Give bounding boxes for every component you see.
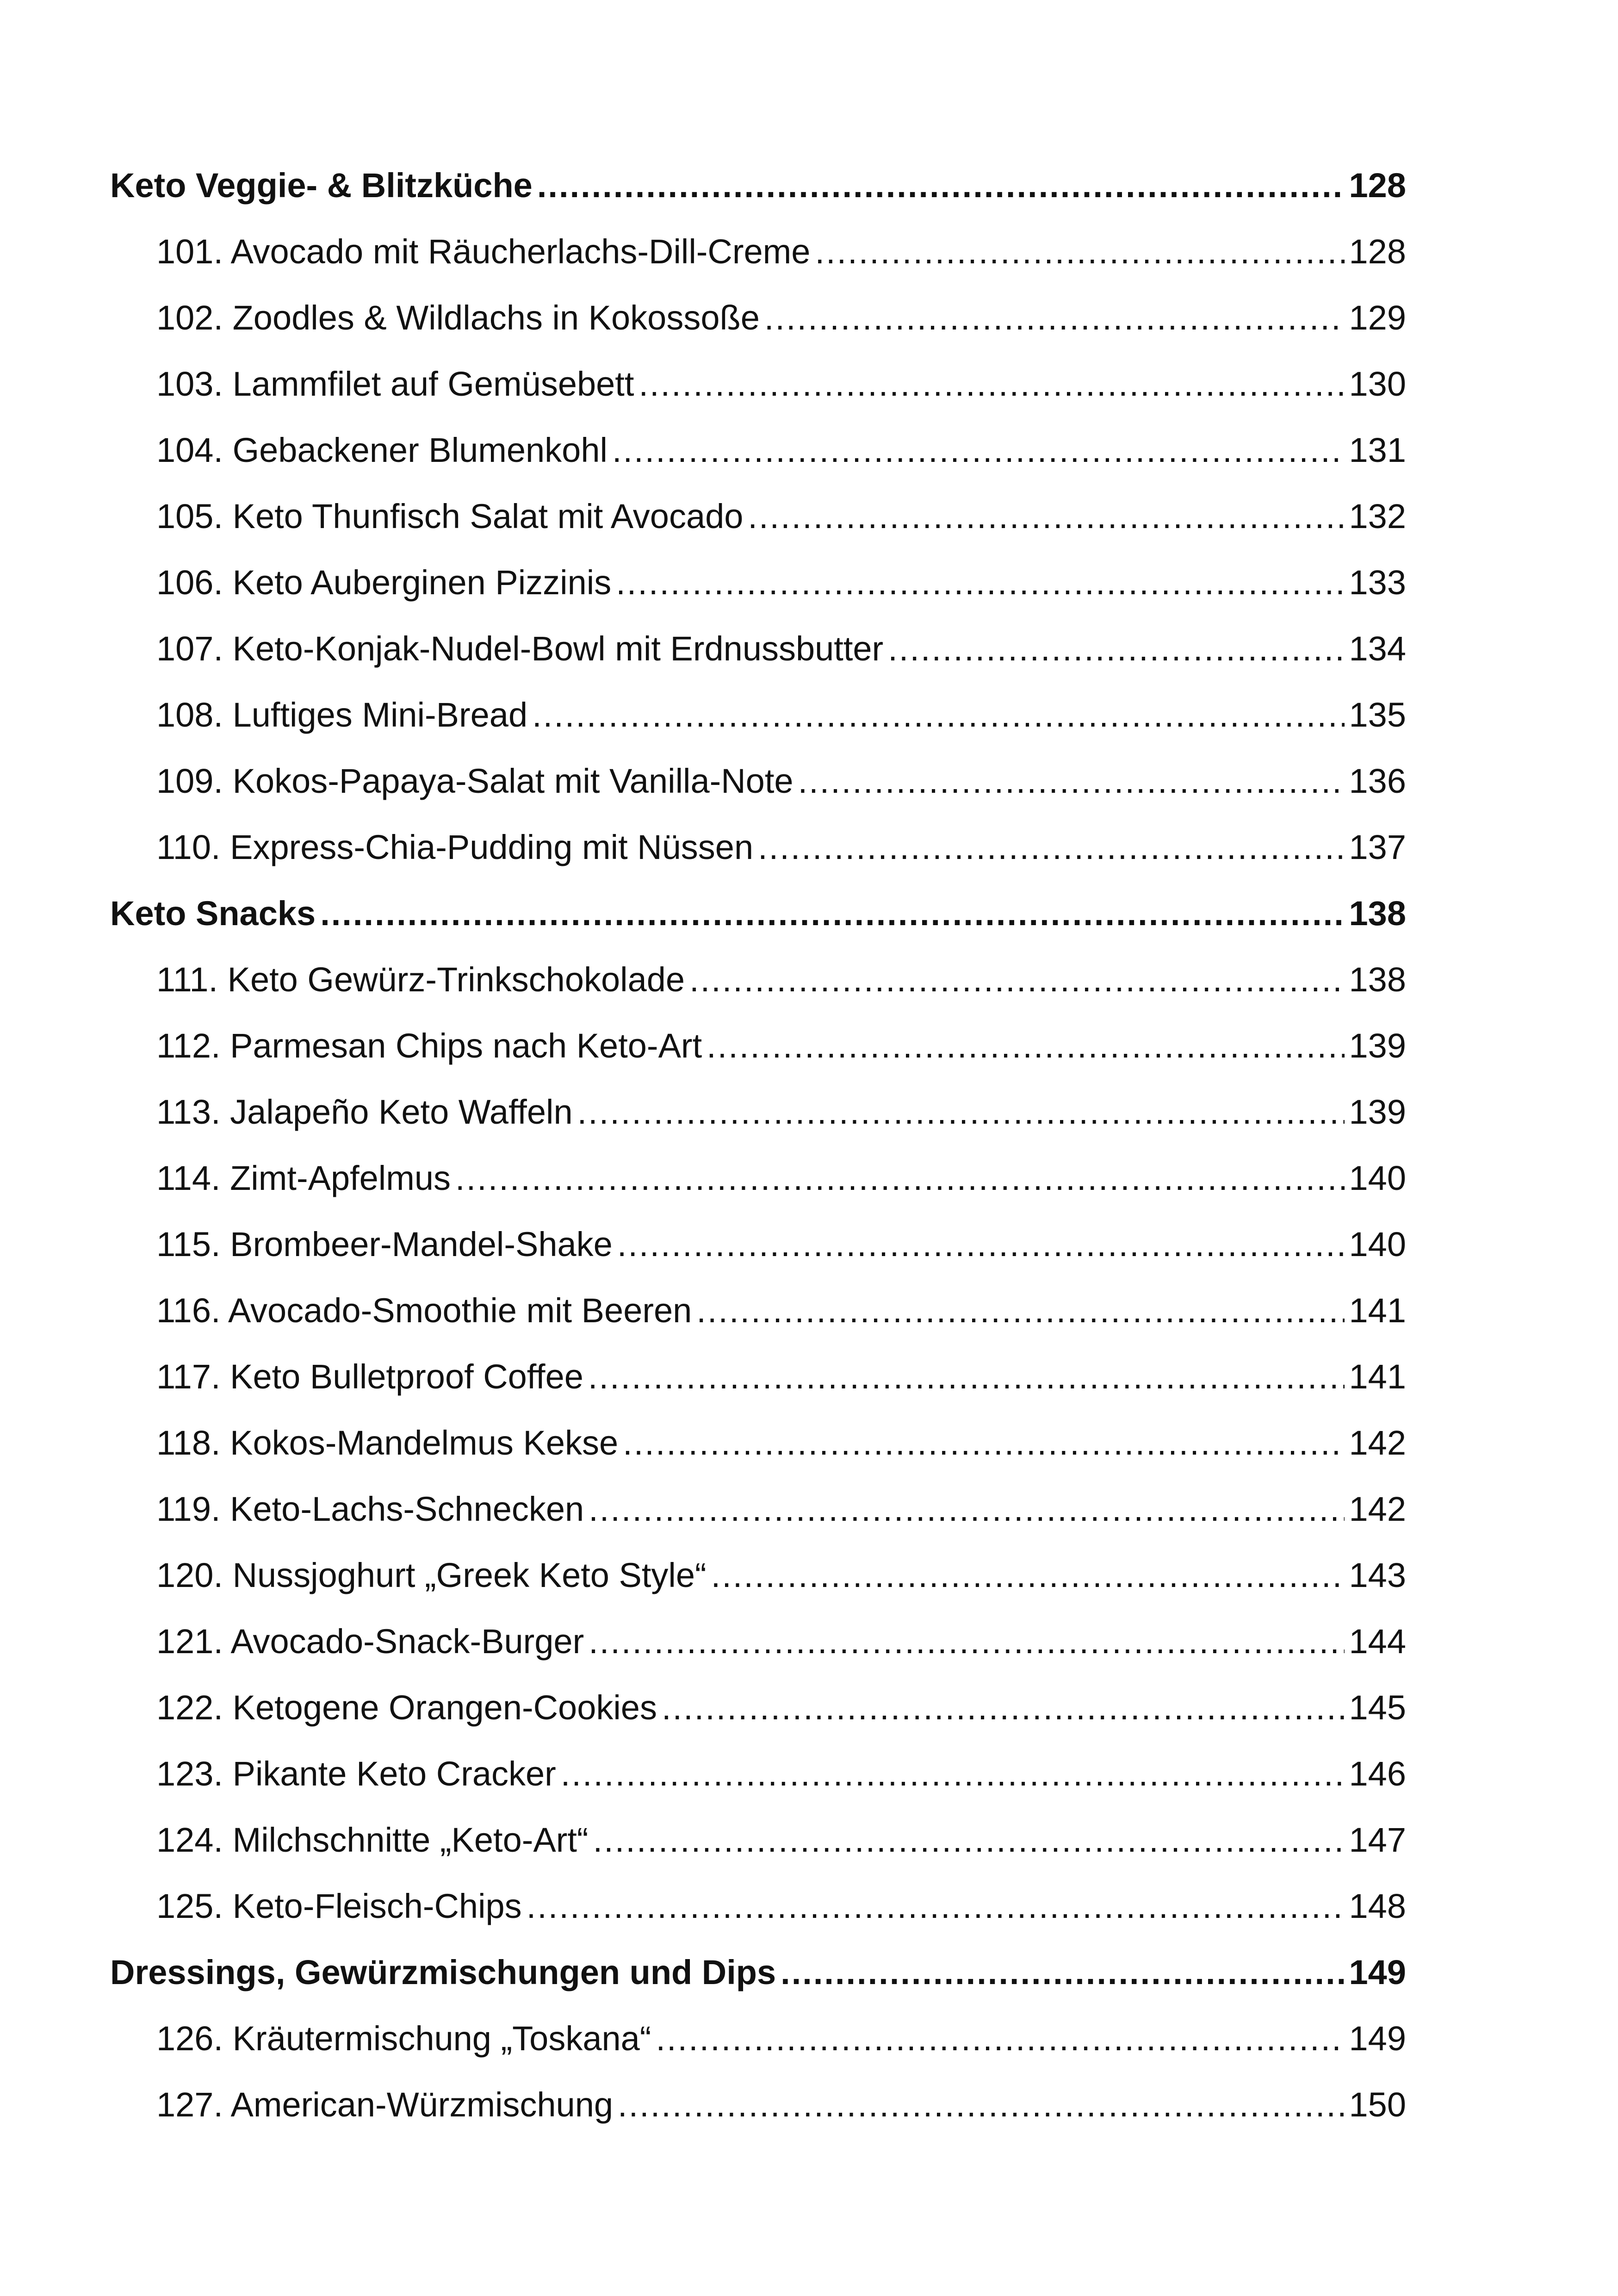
- page-number: 139: [1349, 1093, 1406, 1131]
- dot-leader: [798, 764, 1345, 798]
- page-number: 136: [1349, 762, 1406, 800]
- page-number: 149: [1349, 1953, 1406, 1991]
- toc-entry: [110, 1688, 1406, 1757]
- table-of-contents: [110, 168, 1406, 2154]
- entry-title: 111. Keto Gewürz-Trinkschokolade: [156, 960, 685, 999]
- entry-title: 121. Avocado-Snack-Burger: [156, 1622, 584, 1661]
- entry-title: 105. Keto Thunfisch Salat mit Avocado: [156, 497, 744, 535]
- page-number: 130: [1349, 365, 1406, 403]
- toc-section-heading: [110, 168, 1406, 235]
- dot-leader: [617, 1227, 1345, 1262]
- dot-leader: [593, 1823, 1345, 1857]
- dot-leader: [588, 1360, 1345, 1394]
- dot-leader: [589, 1492, 1344, 1526]
- dot-leader: [656, 2022, 1344, 2056]
- dot-leader: [639, 367, 1344, 401]
- dot-leader: [561, 1757, 1345, 1791]
- entry-title: 112. Parmesan Chips nach Keto-Art: [156, 1027, 702, 1065]
- page-number: 135: [1349, 696, 1406, 734]
- dot-leader: [532, 698, 1344, 732]
- dot-leader: [537, 168, 1345, 203]
- toc-entry: [110, 1029, 1406, 1095]
- dot-leader: [623, 1426, 1344, 1460]
- entry-title: 122. Ketogene Orangen-Cookies: [156, 1688, 657, 1727]
- entry-title: 102. Zoodles & Wildlachs in Kokossoße: [156, 299, 760, 337]
- dot-leader: [711, 1558, 1345, 1593]
- entry-title: 109. Kokos-Papaya-Salat mit Vanilla-Note: [156, 762, 794, 800]
- entry-title: 108. Luftiges Mini-Bread: [156, 696, 528, 734]
- entry-title: 118. Kokos-Mandelmus Kekse: [156, 1424, 619, 1462]
- entry-title: 114. Zimt-Apfelmus: [156, 1159, 451, 1197]
- dot-leader: [696, 1294, 1344, 1328]
- dot-leader: [527, 1889, 1345, 1923]
- page-number: 129: [1349, 299, 1406, 337]
- page-number: 132: [1349, 497, 1406, 535]
- toc-entry: [110, 2019, 1406, 2088]
- page-number: 128: [1349, 232, 1406, 271]
- entry-title: 115. Brombeer-Mandel-Shake: [156, 1225, 613, 1263]
- toc-entry: [110, 301, 1406, 367]
- page-number: 141: [1349, 1291, 1406, 1330]
- page-number: 149: [1349, 2019, 1406, 2058]
- page-number: 138: [1349, 894, 1406, 933]
- section-title: Keto Snacks: [110, 894, 316, 933]
- page-number: 137: [1349, 828, 1406, 866]
- page-number: 141: [1349, 1357, 1406, 1396]
- toc-entry: [110, 1357, 1406, 1426]
- entry-title: 125. Keto-Fleisch-Chips: [156, 1887, 522, 1925]
- dot-leader: [707, 1029, 1344, 1063]
- toc-entry: [110, 499, 1406, 566]
- toc-section-heading: [110, 1955, 1406, 2022]
- page-number: 142: [1349, 1424, 1406, 1462]
- toc-entry: [110, 1757, 1406, 1823]
- dot-leader: [618, 2088, 1344, 2122]
- page-number: 147: [1349, 1821, 1406, 1859]
- entry-title: 110. Express-Chia-Pudding mit Nüssen: [156, 828, 754, 866]
- dot-leader: [748, 499, 1344, 534]
- page-number: 140: [1349, 1225, 1406, 1263]
- toc-entry: [110, 1227, 1406, 1294]
- dot-leader: [320, 896, 1344, 931]
- page-number: 139: [1349, 1027, 1406, 1065]
- toc-entry: [110, 1492, 1406, 1558]
- toc-entry: [110, 1291, 1406, 1360]
- toc-entry: [110, 629, 1406, 698]
- page-number: 133: [1349, 563, 1406, 602]
- entry-title: 127. American-Würzmischung: [156, 2085, 614, 2124]
- section-title: Keto Veggie- & Blitzküche: [110, 166, 533, 205]
- dot-leader: [455, 1161, 1344, 1195]
- toc-entry: [110, 698, 1406, 764]
- dot-leader: [815, 235, 1344, 269]
- toc-section-heading: [110, 896, 1406, 963]
- toc-entry: [110, 1161, 1406, 1227]
- entry-title: 107. Keto-Konjak-Nudel-Bowl mit Erdnussbutter: [156, 629, 884, 668]
- entry-title: 124. Milchschnitte „Keto-Art“: [156, 1821, 589, 1859]
- page-number: 150: [1349, 2085, 1406, 2124]
- toc-entry: [110, 563, 1406, 632]
- page-number: 145: [1349, 1688, 1406, 1727]
- toc-entry: [110, 1624, 1406, 1691]
- page-number: 143: [1349, 1556, 1406, 1594]
- entry-title: 104. Gebackener Blumenkohl: [156, 431, 608, 469]
- entry-title: 103. Lammfilet auf Gemüsebett: [156, 365, 634, 403]
- page-number: 134: [1349, 629, 1406, 668]
- dot-leader: [689, 963, 1344, 997]
- page-number: 140: [1349, 1159, 1406, 1197]
- toc-entry: [110, 960, 1406, 1029]
- entry-title: 117. Keto Bulletproof Coffee: [156, 1357, 583, 1396]
- entry-title: 119. Keto-Lachs-Schnecken: [156, 1490, 584, 1528]
- dot-leader: [758, 830, 1344, 865]
- toc-entry: [110, 1823, 1406, 1889]
- toc-entry: [110, 1889, 1406, 1955]
- entry-title: 116. Avocado-Smoothie mit Beeren: [156, 1291, 692, 1330]
- page-number: 146: [1349, 1755, 1406, 1793]
- page-number: 144: [1349, 1622, 1406, 1661]
- dot-leader: [616, 566, 1344, 600]
- dot-leader: [764, 301, 1345, 335]
- toc-entry: [110, 232, 1406, 301]
- section-title: Dressings, Gewürzmischungen und Dips: [110, 1953, 776, 1991]
- toc-entry: [110, 1426, 1406, 1492]
- dot-leader: [888, 632, 1344, 666]
- dot-leader: [577, 1095, 1345, 1129]
- page-number: 128: [1349, 166, 1406, 205]
- page-number: 138: [1349, 960, 1406, 999]
- toc-entry: [110, 1095, 1406, 1161]
- entry-title: 101. Avocado mit Räucherlachs-Dill-Creme: [156, 232, 811, 271]
- toc-entry: [110, 433, 1406, 499]
- page-number: 142: [1349, 1490, 1406, 1528]
- page-number: 148: [1349, 1887, 1406, 1925]
- toc-entry: [110, 764, 1406, 830]
- toc-entry: [110, 830, 1406, 896]
- entry-title: 113. Jalapeño Keto Waffeln: [156, 1093, 573, 1131]
- toc-entry: [110, 2085, 1406, 2154]
- dot-leader: [781, 1955, 1344, 1990]
- toc-entry: [110, 367, 1406, 433]
- entry-title: 106. Keto Auberginen Pizzinis: [156, 563, 612, 602]
- dot-leader: [662, 1691, 1345, 1725]
- entry-title: 120. Nussjoghurt „Greek Keto Style“: [156, 1556, 707, 1594]
- entry-title: 123. Pikante Keto Cracker: [156, 1755, 556, 1793]
- dot-leader: [612, 433, 1345, 467]
- toc-entry: [110, 1558, 1406, 1624]
- page-number: 131: [1349, 431, 1406, 469]
- entry-title: 126. Kräutermischung „Toskana“: [156, 2019, 651, 2058]
- dot-leader: [589, 1624, 1344, 1659]
